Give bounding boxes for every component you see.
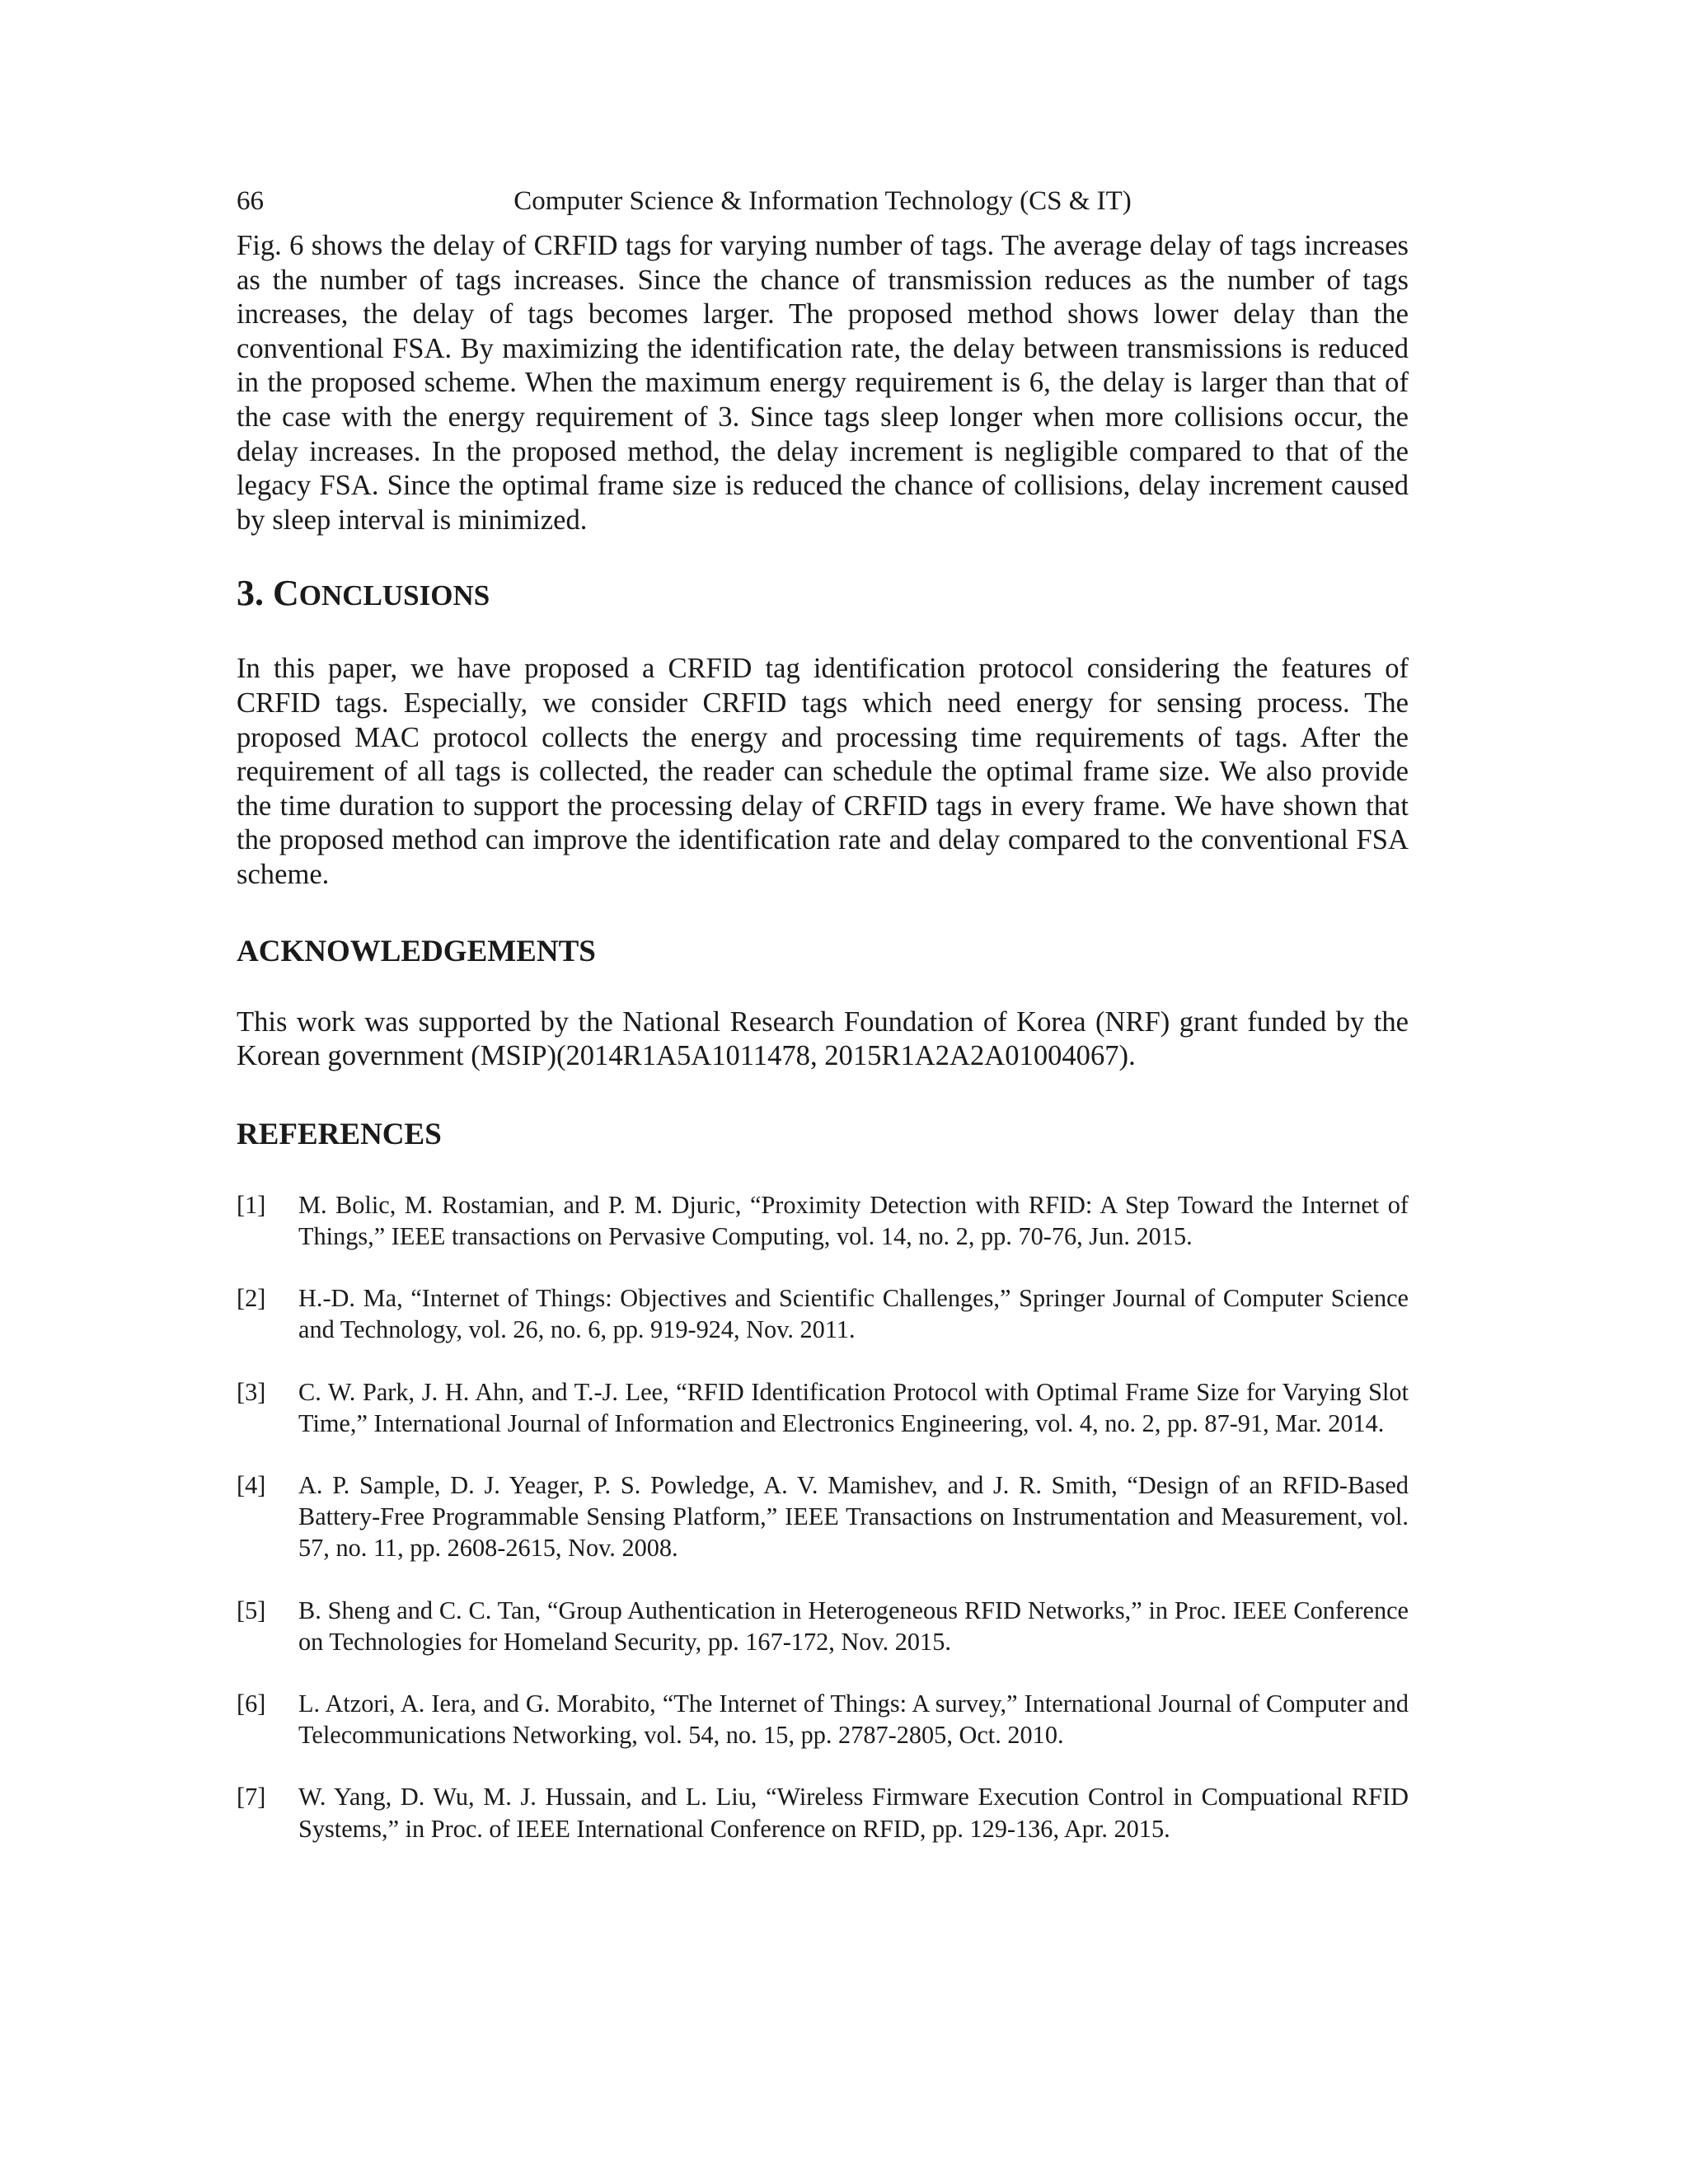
section-number: 3. <box>237 573 264 614</box>
reference-text: A. P. Sample, D. J. Yeager, P. S. Powledge, A. V. Mamishev, and J. R. Smith, “Design of an RFID-Based Battery-Free Programmable Sensing Platform,” IEEE Transactions on Instrumentation and Measurement, vol. 57, no. 11, pp. 2608-2615, Nov. 2008. <box>298 1470 1409 1563</box>
acknowledgements-paragraph: This work was supported by the National Research Foundation of Korea (NRF) grant funded by the Korean government (MSIP)(2014R1A5A1011478, 2015R1A2A2A01004067). <box>237 1005 1409 1072</box>
reference-item <box>237 1376 1409 1439</box>
reference-text: M. Bolic, M. Rostamian, and P. M. Djuric, “Proximity Detection with RFID: A Step Toward the Internet of Things,” IEEE transactions on Pervasive Computing, vol. 14, no. 2, pp. 70-76, Jun. 2015. <box>298 1190 1409 1250</box>
reference-item <box>237 1189 1409 1252</box>
intro-paragraph: Fig. 6 shows the delay of CRFID tags for varying number of tags. The average delay of tags increases as the number of tags increases. Since the chance of transmission reduces as the number of tags increases, the delay of tags becomes larger. The proposed method shows lower delay than the conventional FSA. By maximizing the identification rate, the delay between transmissions is reduced in the proposed scheme. When the maximum energy requirement is 6, the delay is larger than that of the case with the energy requirement of 3. Since tags sleep longer when more collisions occur, the delay increases. In the proposed method, the delay increment is negligible compared to that of the legacy FSA. Since the optimal frame size is reduced the chance of collisions, delay increment caused by sleep interval is minimized. <box>237 230 1409 536</box>
reference-item <box>237 1469 1409 1564</box>
reference-text: W. Yang, D. Wu, M. J. Hussain, and L. Liu, “Wireless Firmware Execution Control in Compuational RFID Systems,” in Proc. of IEEE International Conference on RFID, pp. 129-136, Apr. 2015. <box>298 1783 1409 1843</box>
reference-text: H.-D. Ma, “Internet of Things: Objectives and Scientific Challenges,” Springer Journal of Computer Science and Technology, vol. 26, no. 6, pp. 919-924, Nov. 2011. <box>298 1284 1409 1344</box>
reference-item <box>237 1781 1409 1844</box>
reference-number: [7] <box>237 1783 266 1811</box>
reference-number: [6] <box>237 1689 266 1718</box>
reference-text: B. Sheng and C. C. Tan, “Group Authentication in Heterogeneous RFID Networks,” in Proc. IEEE Conference on Technologies for Homeland Security, pp. 167-172, Nov. 2015. <box>298 1596 1409 1656</box>
reference-number: [5] <box>237 1596 266 1624</box>
reference-item <box>237 1282 1409 1345</box>
reference-number: [1] <box>237 1190 266 1219</box>
reference-number: [2] <box>237 1284 266 1313</box>
page-number: 66 <box>237 186 264 216</box>
references-heading: REFERENCES <box>237 1117 442 1151</box>
acknowledgements-heading: ACKNOWLEDGEMENTS <box>237 934 596 968</box>
running-header <box>237 183 1409 219</box>
reference-item <box>237 1688 1409 1750</box>
section-heading-conclusions <box>237 572 1409 617</box>
reference-text: C. W. Park, J. H. Ahn, and T.-J. Lee, “RFID Identification Protocol with Optimal Frame Size for Varying Slot Time,” International Journal of Information and Electronics Engineering, vol. 4, no. 2, pp. 87-91, Mar. 2014. <box>298 1377 1409 1437</box>
reference-number: [4] <box>237 1470 266 1499</box>
conclusions-paragraph: In this paper, we have proposed a CRFID tag identification protocol considering the features of CRFID tags. Especially, we consider CRFID tags which need energy for sensing process. The proposed MAC protocol collects the energy and processing time requirements of tags. After the requirement of all tags is collected, the reader can schedule the optimal frame size. We also provide the time duration to support the processing delay of CRFID tags in every frame. We have shown that the proposed method can improve the identification rate and delay compared to the conventional FSA scheme. <box>237 653 1409 890</box>
journal-title: Computer Science & Information Technology (CS & IT) <box>513 186 1132 216</box>
paper-page <box>237 183 1409 1875</box>
reference-text: L. Atzori, A. Iera, and G. Morabito, “The Internet of Things: A survey,” International Journal of Computer and Telecommunications Networking, vol. 54, no. 15, pp. 2787-2805, Oct. 2010. <box>298 1689 1409 1750</box>
section-title-rest: ONCLUSIONS <box>298 579 490 612</box>
reference-list <box>237 1189 1409 1844</box>
reference-item <box>237 1595 1409 1657</box>
section-title-initial: C <box>273 573 299 614</box>
reference-number: [3] <box>237 1377 266 1406</box>
